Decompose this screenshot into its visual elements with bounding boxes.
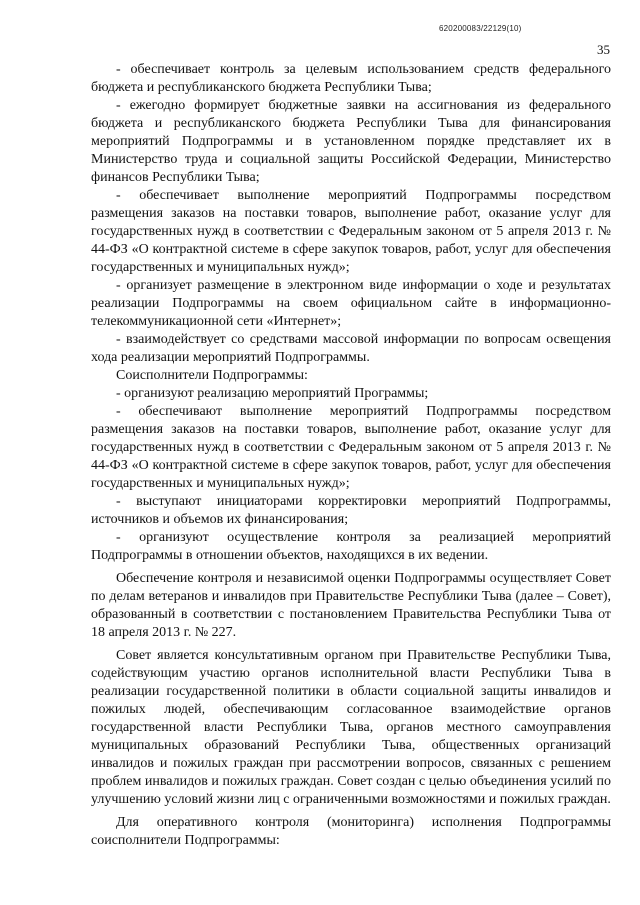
- paragraph: - выступают инициаторами корректировки мероприятий Подпрограммы, источников и объемов их финансирования;: [91, 494, 611, 527]
- paragraph: - организует размещение в электронном виде информации о ходе и результатах реализации Подпрограммы на своем официальном сайте в информационно-телекоммуникационной сети «Интернет»;: [91, 278, 611, 329]
- document-body: [91, 61, 611, 850]
- document-id: 620200083/22129(10): [439, 24, 522, 33]
- paragraph: Обеспечение контроля и независимой оценки Подпрограммы осуществляет Совет по делам ветеранов и инвалидов при Правительстве Республики Тыва (далее – Совет), образованный в соответствии с постановлением Правительства Республики Тыва от 18 апреля 2013 г. № 227.: [91, 571, 611, 640]
- paragraph: - обеспечивают выполнение мероприятий Подпрограммы посредством размещения заказов на поставки товаров, выполнение работ, оказание услуг для государственных нужд в соответствии с Федеральным законом от 5 апреля 2013 г. № 44-ФЗ «О контрактной системе в сфере закупок товаров, работ, услуг для обеспечения государственных и муниципальных нужд»;: [91, 404, 611, 491]
- paragraph: - организуют реализацию мероприятий Программы;: [116, 386, 429, 401]
- paragraph: - взаимодействует со средствами массовой информации по вопросам освещения хода реализации мероприятий Подпрограммы.: [91, 332, 611, 365]
- paragraph: - обеспечивает выполнение мероприятий Подпрограммы посредством размещения заказов на поставки товаров, выполнение работ, оказание услуг для государственных нужд в соответствии с Федеральным законом от 5 апреля 2013 г. № 44-ФЗ «О контрактной системе в сфере закупок товаров, работ, услуг для обеспечения государственных и муниципальных нужд»;: [91, 188, 611, 275]
- paragraph: - обеспечивает контроль за целевым использованием средств федерального бюджета и республиканского бюджета Республики Тыва;: [91, 62, 611, 95]
- paragraph: - организуют осуществление контроля за реализацией мероприятий Подпрограммы в отношении объектов, находящихся в их ведении.: [91, 530, 611, 563]
- paragraph: Для оперативного контроля (мониторинга) исполнения Подпрограммы соисполнители Подпрограммы:: [91, 815, 611, 848]
- paragraph: Совет является консультативным органом при Правительстве Республики Тыва, содействующим участию органов исполнительной власти Республики Тыва в реализации государственной политики в области социальной защиты инвалидов и пожилых людей, обеспечивающим согласованное взаимодействие органов государственной власти Республики Тыва, органов местного самоуправления муниципальных образований Республики Тыва, общественных организаций инвалидов и пожилых граждан при рассмотрении вопросов, связанных с решением проблем инвалидов и пожилых граждан. Совет создан с целью объединения усилий по улучшению условий жизни лиц с ограниченными возможностями и пожилых граждан.: [91, 648, 611, 807]
- page-number: 35: [597, 42, 610, 57]
- paragraph: - ежегодно формирует бюджетные заявки на ассигнования из федерального бюджета и республиканского бюджета Республики Тыва для финансирования мероприятий Подпрограммы и в установленном порядке представляет их в Министерство труда и социальной защиты Российской Федерации, Министерство финансов Республики Тыва;: [91, 98, 611, 185]
- paragraph: Соисполнители Подпрограммы:: [116, 368, 308, 383]
